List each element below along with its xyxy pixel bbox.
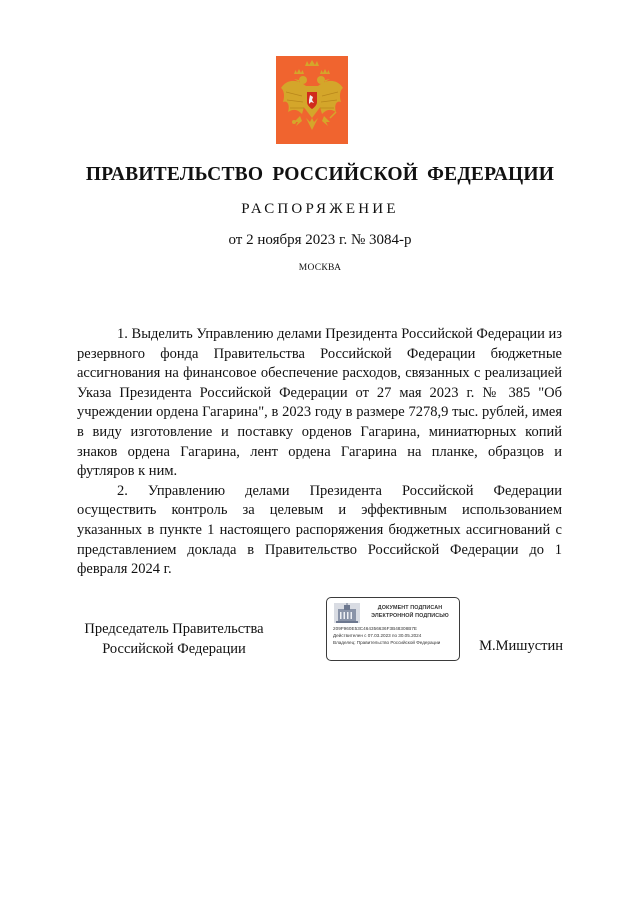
document-type: РАСПОРЯЖЕНИЕ bbox=[241, 201, 399, 217]
document-date-number: от 2 ноября 2023 г. № 3084-р bbox=[228, 232, 412, 248]
document-city: МОСКВА bbox=[298, 263, 342, 273]
stamp-title-line1: ДОКУМЕНТ ПОДПИСАН bbox=[377, 605, 443, 611]
signer-position-line2: Российской Федерации bbox=[102, 640, 246, 657]
government-title: ПРАВИТЕЛЬСТВО РОССИЙСКОЙ ФЕДЕРАЦИИ bbox=[85, 164, 555, 185]
signer-position bbox=[78, 620, 270, 659]
russian-coat-of-arms-icon bbox=[276, 56, 348, 144]
stamp-owner: Владелец: Правительство Российской Федерации bbox=[333, 640, 441, 645]
electronic-signature-stamp bbox=[326, 597, 460, 661]
paragraph-2: 2. Управлению делами Президента Российской Федерации осуществить контроль за целевым и эффективным использованием указанных в пункте 1 настоящего распоряжения бюджетных ассигнований с представлением доклада в Правительство Российской Федерации до 1 февраля 2024 г. bbox=[77, 482, 562, 578]
government-building-icon bbox=[334, 603, 360, 623]
stamp-validity: Действителен с 07.03.2023 по 30.05.2024 bbox=[333, 633, 422, 638]
stamp-title bbox=[363, 605, 457, 620]
signer-name: М.Мишустин bbox=[479, 638, 563, 654]
paragraph-1: 1. Выделить Управлению делами Президента Российской Федерации из резервного фонда Правительства Российской Федерации бюджетные ассигнования на финансовое обеспечение расходов, связанных с реализацией Указа Президента Российской Федерации от 27 мая 2023 г. № 385 "Об учреждении ордена Гагарина", в 2023 году в размере 7278,9 тыс. рублей, имея в виду изготовление и поставку орденов Гагарина, миниатюрных копий знаков ордена Гагарина, лент ордена Гагарина на планке, образцов и футляров к ним. bbox=[77, 326, 562, 480]
stamp-certificate: 209F960E53C464356636F3B48308B7E bbox=[333, 626, 418, 631]
signer-position-line1: Председатель Правительства bbox=[84, 621, 264, 637]
stamp-title-line2: ЭЛЕКТРОННОЙ ПОДПИСЬЮ bbox=[371, 612, 449, 619]
document-body bbox=[77, 325, 562, 580]
